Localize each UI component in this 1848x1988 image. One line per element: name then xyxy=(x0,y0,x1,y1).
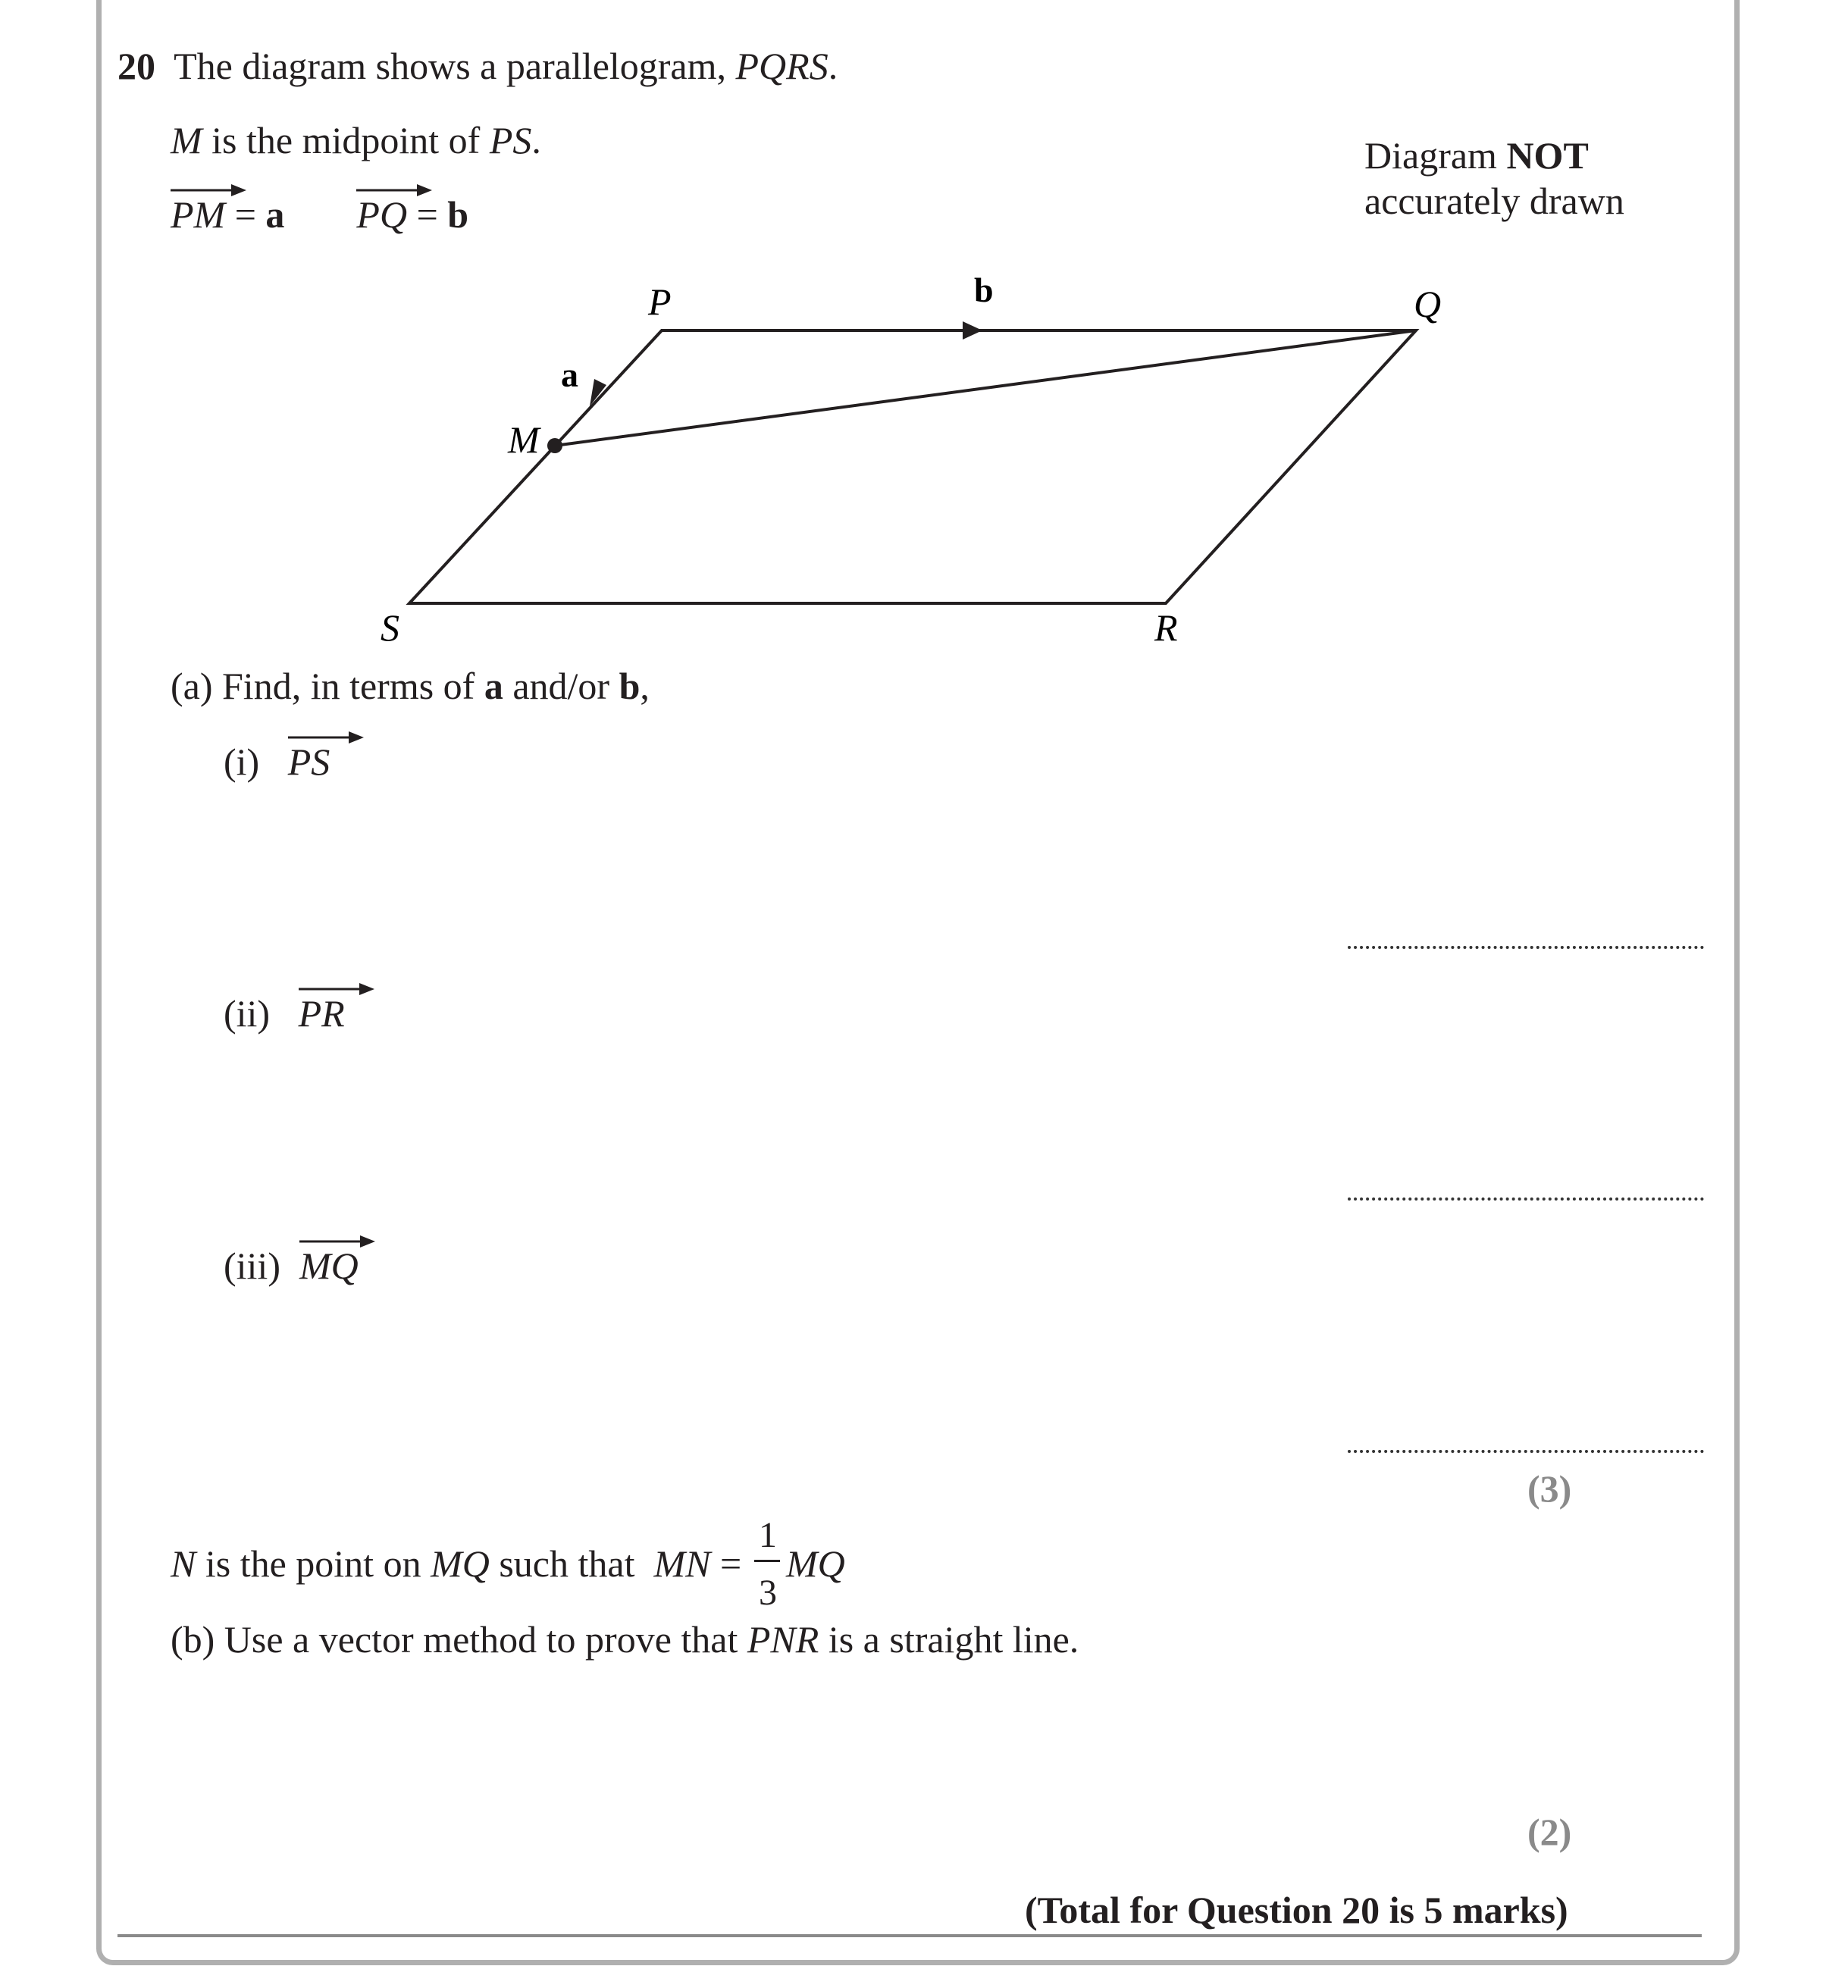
part-a-stem: (a) Find, in terms of a and/or b, xyxy=(171,665,650,707)
label-q: Q xyxy=(1414,283,1442,325)
label-p: P xyxy=(648,280,672,323)
parallelogram-diagram xyxy=(0,0,1848,682)
answer-line-ii[interactable] xyxy=(1348,1197,1704,1201)
label-a: a xyxy=(561,355,578,394)
label-m: M xyxy=(508,418,540,461)
question-number: 20 xyxy=(117,45,155,87)
part-b-stem: (b) Use a vector method to prove that PNR is a straight line. xyxy=(171,1618,1079,1661)
vector-pm: PM xyxy=(171,196,225,233)
question-stem: 20 The diagram shows a parallelogram, PQRS. xyxy=(117,45,838,87)
fraction-bar xyxy=(754,1560,780,1562)
label-b: b xyxy=(974,271,994,309)
vector-pr: PR xyxy=(299,994,345,1032)
vector-mq: MQ xyxy=(299,1247,359,1285)
label-r: R xyxy=(1154,606,1178,649)
part-a-item-3: (iii) MQ xyxy=(224,1247,359,1285)
shape-name: PQRS xyxy=(735,45,828,87)
bottom-rule xyxy=(117,1934,1702,1937)
marks-part-a: (3) xyxy=(1527,1467,1572,1510)
part-a-item-2: (ii) PR xyxy=(224,994,345,1032)
point-m xyxy=(547,438,562,453)
diagram-note-line2: accurately drawn xyxy=(1364,180,1624,222)
answer-line-i[interactable] xyxy=(1348,946,1704,949)
diagram-note: Diagram NOT xyxy=(1364,134,1589,177)
arrow-b xyxy=(963,321,982,340)
vector-definitions: PM = a PQ = b xyxy=(171,196,468,233)
part-a-item-1: (i) PS xyxy=(224,743,330,781)
fraction-denominator: 3 xyxy=(759,1573,777,1613)
midpoint-statement: M is the midpoint of PS. xyxy=(171,119,541,161)
marks-part-b: (2) xyxy=(1527,1811,1572,1853)
answer-line-iii[interactable] xyxy=(1348,1450,1704,1453)
fraction-mq: MQ xyxy=(786,1542,845,1585)
vector-pq: PQ xyxy=(356,196,407,233)
segment-mq xyxy=(555,330,1416,446)
fraction-numerator: 1 xyxy=(759,1515,777,1555)
point-n-definition: N is the point on MQ such that MN = xyxy=(171,1542,742,1585)
total-marks: (Total for Question 20 is 5 marks) xyxy=(1025,1889,1568,1931)
label-s: S xyxy=(381,606,399,649)
vector-ps: PS xyxy=(288,743,330,781)
